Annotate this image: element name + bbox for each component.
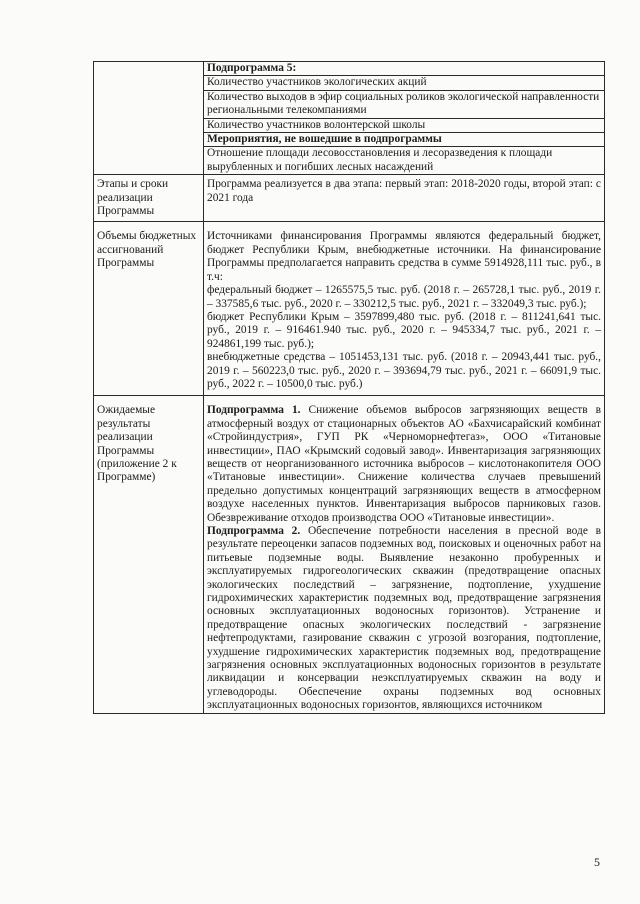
results-row <box>94 396 605 713</box>
results-subprogram2 <box>207 525 601 713</box>
not-included-title: Мероприятия, не вошедшие в подпрограммы <box>204 133 605 147</box>
not-included-item: Отношение площади лесовосстановления и лесоразведения к площади вырубленных и погибших лесных насаждений <box>204 147 605 175</box>
stages-text: Программа реализуется в два этапа: первый этап: 2018-2020 годы, второй этап: с 2021 года <box>204 175 605 222</box>
funding-intro: Источниками финансирования Программы являются федеральный бюджет, бюджет Республики Крым, внебюджетные источники. На финансирование Программы предполагается направить средства в сумме 5914928,111 тыс. руб., в т.ч: <box>207 230 601 283</box>
funding-row <box>94 222 605 396</box>
funding-crimea: бюджет Республики Крым – 3597899,480 тыс. руб. (2018 г. – 811241,641 тыс. руб., 2019 г. – 916461.940 тыс. руб., 2020 г. – 945334,7 тыс. руб., 2021 г. – 924861,199 тыс. руб.); <box>207 310 601 350</box>
subprogram5-title: Подпрограмма 5: <box>204 62 605 76</box>
subprogram5-title-row <box>94 62 605 76</box>
subprogram1-title: Подпрограмма 1. <box>207 404 301 417</box>
results-text <box>204 396 605 713</box>
funding-extra: внебюджетные средства – 1051453,131 тыс. руб. (2018 г. – 20943,441 тыс. руб., 2019 г. – 560223,0 тыс. руб., 2020 г. – 393694,79 тыс. руб., 2021 г. – 66091,9 тыс. руб., 2022 г. – 10500,0 тыс. руб.) <box>207 351 601 390</box>
stages-label: Этапы и сроки реализации Программы <box>94 175 204 222</box>
stages-row <box>94 175 605 222</box>
empty-label-cell <box>94 62 204 175</box>
funding-label: Объемы бюджетных ассигнований Программы <box>94 222 204 396</box>
program-passport-table <box>93 61 605 714</box>
subprogram5-item-3: Количество участников волонтерской школы <box>204 118 605 132</box>
subprogram2-text: Обеспечение потребности населения в пресной воде в результате переоценки запасов подземных вод, поисковых и оценочных работ на питьевые подземные воды. Выявление незаконно пробуренных и эксплуатируемых гидрогеологических скважин (предотвращение опасных экологических последствий – загрязнение, подтопление, ухудшение гидрохимических характеристик подземных вод, предотвращение загрязнения основных эксплуатационных водоносных горизонтов). Устранение и предотвращение опасных экологических последствий - загрязнение нефтепродуктами, газирование скважин с угрозой возгорания, подтопление, ухудшение гидрохимических характеристик подземных вод, предотвращение загрязнения основных эксплуатационных водоносных горизонтов в результате ликвидации и консервации неэксплуатируемых скважин на воду и углеводороды. Обеспечение охраны подземных вод основных эксплуатационных водоносных горизонтов, являющихся источником <box>207 525 602 712</box>
results-label: Ожидаемые результаты реализации Программы (приложение 2 к Программе) <box>94 396 204 713</box>
subprogram1-text: Снижение объемов выбросов загрязняющих веществ в атмосферный воздух от стационарных объектов АО «Бахчисарайский комбинат «Стройиндустрия», ГУП РК «Черноморнефтегаз», ООО «Титановые инвестиции», ПАО «Крымский содовый завод». Инвентаризация загрязняющих веществ от неорганизованного источника выбросов – кислотонакопителя ООО «Титановые инвестиции». Снижение количества случаев превышений предельно допустимых концентраций загрязняющих веществ в атмосферном воздухе населенных пунктов. Инвентаризация выбросов парниковых газов. Обезвреживание отходов производства ООО «Титановые инвестиции». <box>207 404 601 524</box>
page-number: 5 <box>594 855 600 869</box>
funding-federal: федеральный бюджет – 1265575,5 тыс. руб. (2018 г. – 265728,1 тыс. руб., 2019 г. – 337585,6 тыс. руб., 2020 г. – 330212,5 тыс. руб., 2021 г. – 332049,3 тыс. руб.); <box>207 284 601 310</box>
subprogram2-title: Подпрограмма 2. <box>207 525 301 537</box>
funding-text <box>204 222 605 396</box>
subprogram5-item-2: Количество выходов в эфир социальных роликов экологической направленности региональными телекомпаниями <box>204 90 605 118</box>
results-subprogram1 <box>207 404 601 525</box>
subprogram5-item-1: Количество участников экологических акций <box>204 76 605 90</box>
